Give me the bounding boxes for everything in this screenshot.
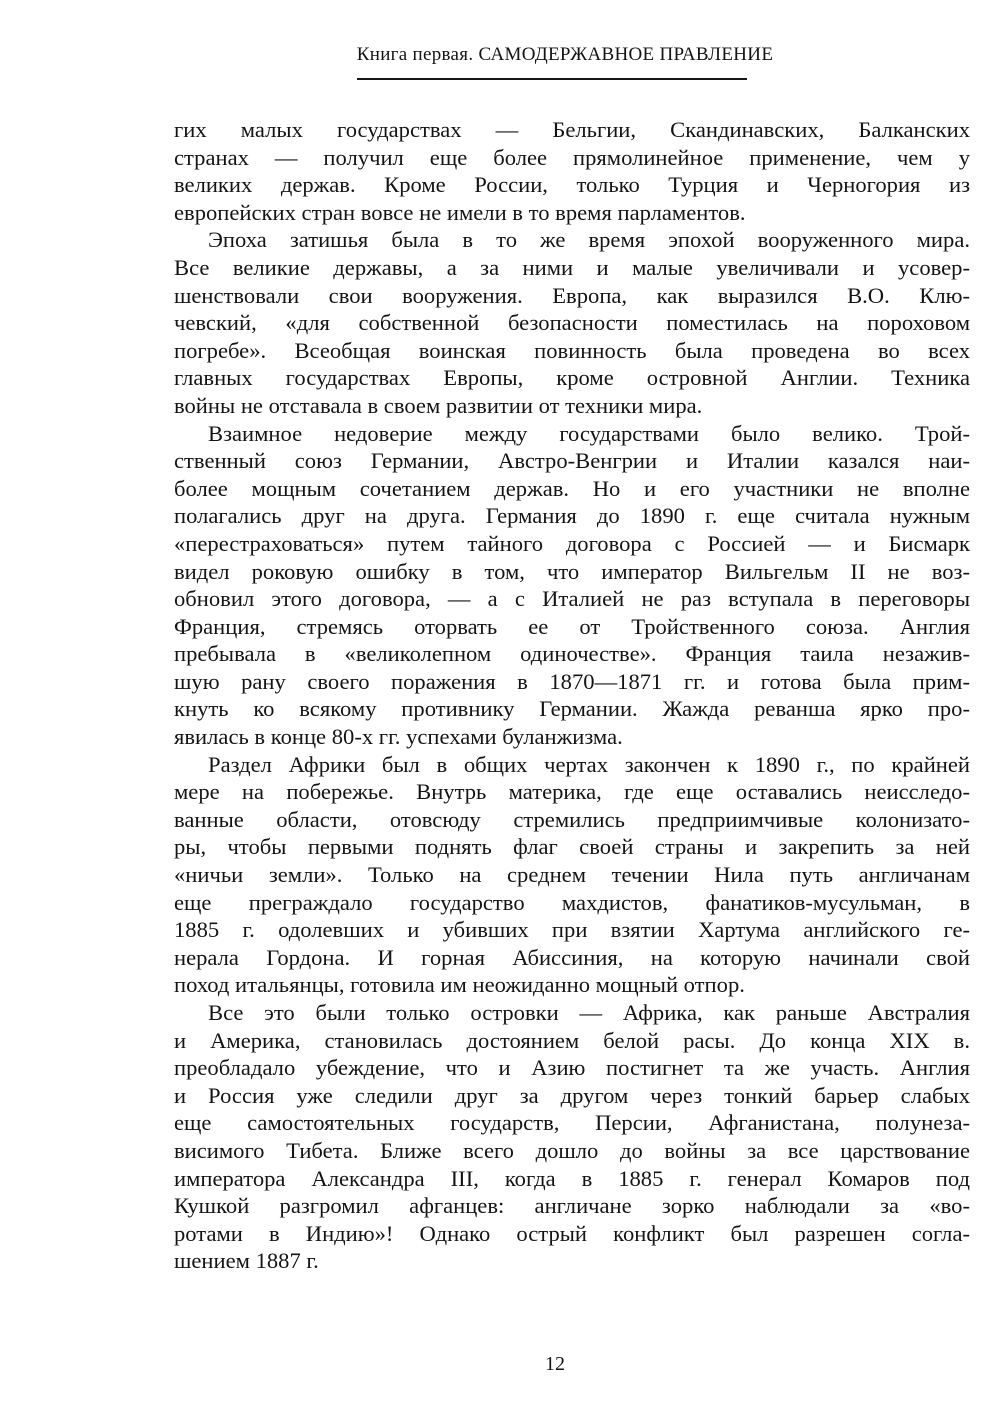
text-line: великих держав. Кроме России, только Турция и Черногория из [174,172,970,198]
text-line: войны не отставала в своем развитии от техники мира. [174,392,703,418]
text-line: ротами в Индию»! Однако острый конфликт был разрешен согла- [174,1220,970,1246]
text-line: шенствовали свои вооружения. Европа, как выразился В.О. Клю- [174,282,970,308]
text-line: пребывала в «великолепном одиночестве». Франция таила незажив- [174,641,970,667]
running-header-section: САМОДЕРЖАВНОЕ ПРАВЛЕНИЕ [478,44,774,65]
running-header-book: Книга первая. [356,44,474,65]
text-line: Все великие державы, а за ними и малые увеличивали и усовер- [174,254,970,280]
text-line: «ничьи земли». Только на среднем течении Нила путь англичанам [174,862,970,888]
text-line: и Америка, становилась достоянием белой расы. До конца XIX в. [174,1027,970,1053]
text-line: Эпоха затишья была в то же время эпохой вооруженного мира. [208,227,970,253]
text-line: Раздел Африки был в общих чертах закончен к 1890 г., по крайней [208,751,970,777]
text-line: полагались друг на друга. Германия до 1890 г. еще считала нужным [174,503,970,529]
text-line: погребе». Всеобщая воинская повинность была проведена во всех [174,337,970,363]
text-line: Взаимное недоверие между государствами было велико. Трой- [208,420,970,446]
body-text [174,116,970,1275]
text-line: нерала Гордона. И горная Абиссиния, на которую начинали свой [174,944,970,970]
text-line: гих малых государствах — Бельгии, Скандинавских, Балканских [174,117,970,142]
text-line: висимого Тибета. Ближе всего дошло до войны за все царствование [174,1137,970,1163]
text-line: главных государствах Европы, кроме островной Англии. Техника [174,365,970,391]
text-line: шением 1887 г. [174,1248,319,1274]
header-rule [357,78,747,80]
running-header [300,44,830,66]
text-line: обновил этого договора, — а с Италией не раз вступала в переговоры [174,586,970,612]
text-line: еще преграждало государство махдистов, фанатиков-мусульман, в [174,889,970,915]
text-line: Кушкой разгромил афганцев: англичане зорко наблюдали за «во- [174,1193,970,1219]
text-line: мере на побережье. Внутрь материка, где еще оставались неисследо- [174,779,970,805]
text-line: и Россия уже следили друг за другом через тонкий барьер слабых [174,1082,970,1108]
text-line: кнуть ко всякому противнику Германии. Жажда реванша ярко про- [174,696,970,722]
text-line: видел роковую ошибку в том, что император Вильгельм II не воз- [174,558,970,584]
text-line: европейских стран вовсе не имели в то время парламентов. [174,199,746,225]
text-line: императора Александра III, когда в 1885 г. генерал Комаров под [174,1165,970,1191]
text-line: чевский, «для собственной безопасности поместилась на пороховом [174,310,970,336]
text-line: Все это были только островки — Африка, как раньше Австралия [208,1000,970,1025]
page-number: 12 [545,1353,565,1375]
text-line: ванные области, отовсюду стремились предприимчивые колонизато- [174,806,970,832]
text-line: «перестраховаться» путем тайного договора с Россией — и Бисмарк [174,530,970,556]
text-line: ры, чтобы первыми поднять флаг своей страны и закрепить за ней [174,834,970,860]
text-line: 1885 г. одолевших и убивших при взятии Хартума английского ге- [174,917,970,943]
text-line: явилась в конце 80-х гг. успехами буланжизма. [174,724,623,750]
text-line: шую рану своего поражения в 1870—1871 гг. и готова была прим- [174,668,970,694]
text-line: ственный союз Германии, Австро-Венгрии и Италии казался наи- [174,448,970,474]
text-line: более мощным сочетанием держав. Но и его участники не вполне [174,475,970,501]
text-line: преобладало убеждение, что и Азию постигнет та же участь. Англия [174,1055,970,1081]
text-line: Франция, стремясь оторвать ее от Тройственного союза. Англия [174,613,970,639]
text-line: еще самостоятельных государств, Персии, Афганистана, полунеза- [174,1110,970,1136]
text-line: странах — получил еще более прямолинейное применение, чем у [174,144,970,170]
text-line: поход итальянцы, готовила им неожиданно мощный отпор. [174,972,745,998]
